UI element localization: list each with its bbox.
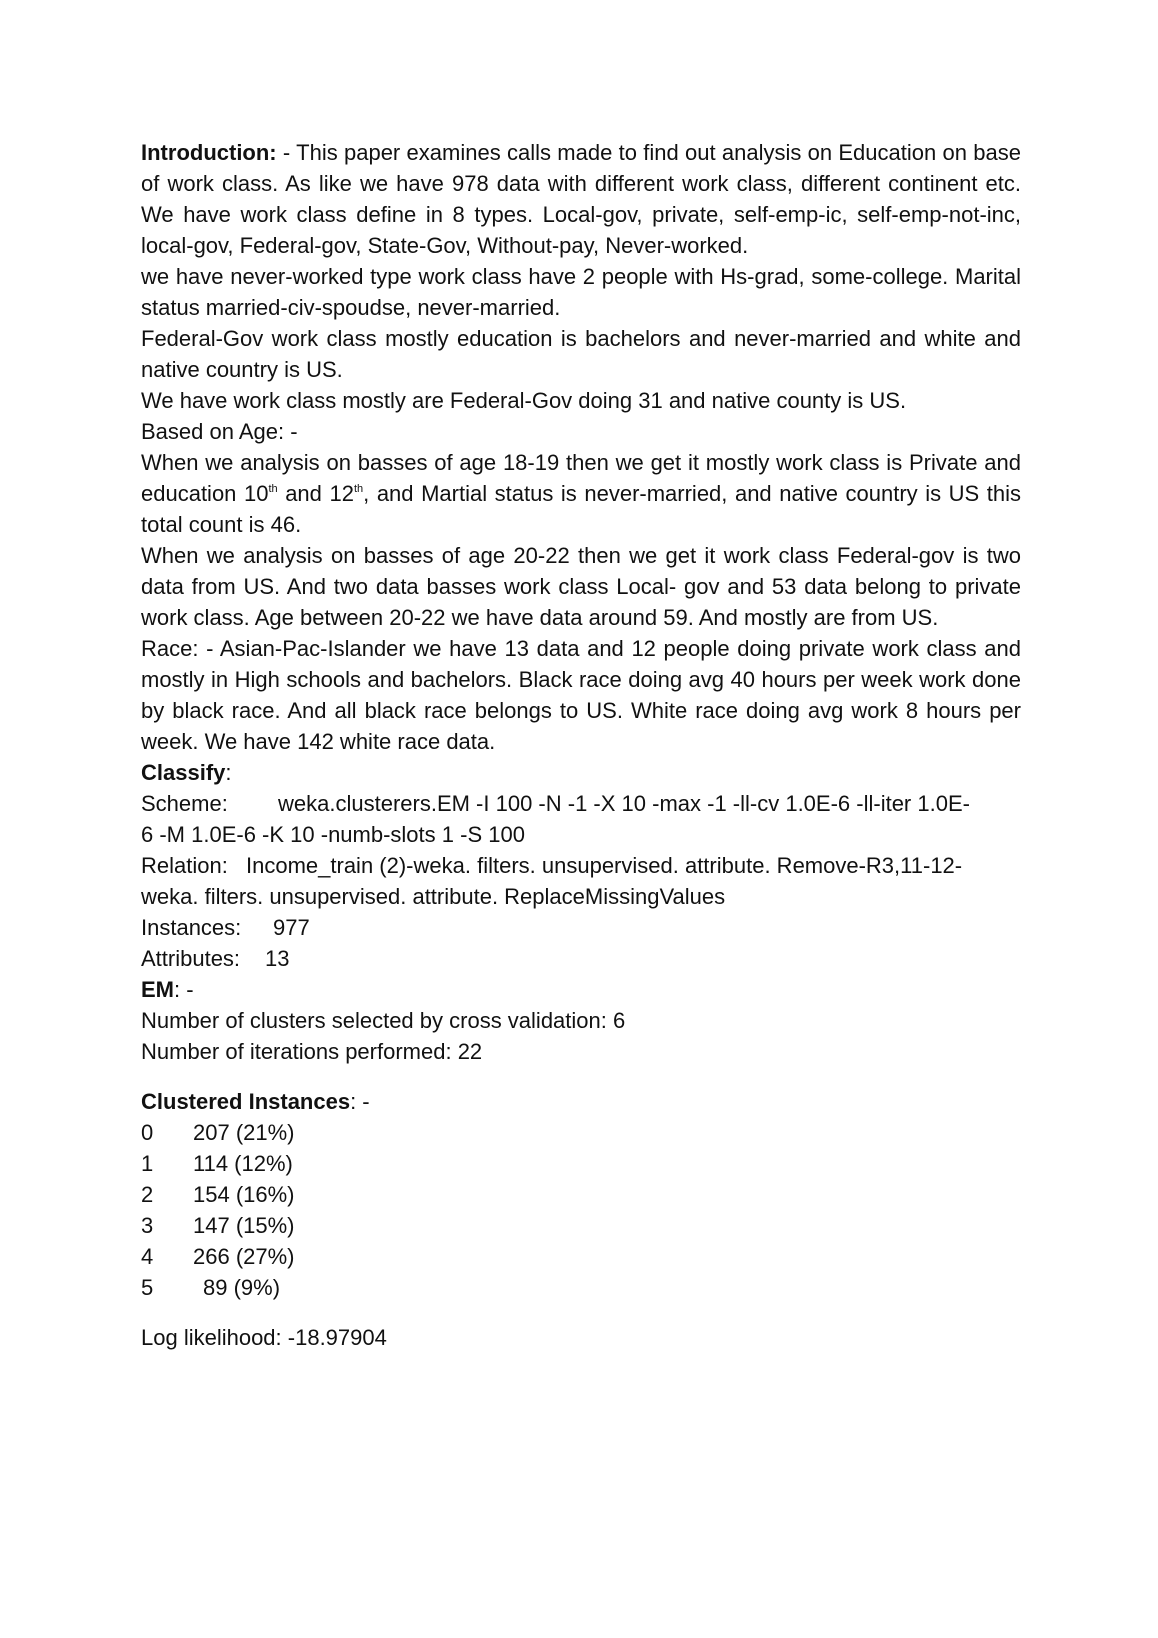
age-20-22-paragraph: When we analysis on basses of age 20-22 then we get it work class Federal-gov is two data from US. And two data basses work class Local- gov and 53 data belong to private work class. Age between 20-22 we have data around 59. And mostly are from US. (141, 543, 1021, 630)
instances-line (141, 912, 1021, 943)
iterations-line: Number of iterations performed: 22 (141, 1039, 483, 1064)
race-paragraph: Race: - Asian-Pac-Islander we have 13 data and 12 people doing private work class and mostly in High schools and bachelors. Black race doing avg 40 hours per week work done by black race. And all black race belongs to US. White race doing avg work 8 hours per week. We have 142 white race data. (141, 636, 1021, 754)
relation-value-1: Income_train (2)-weka. filters. unsupervised. attribute. Remove-R3,11-12- (246, 853, 963, 878)
never-worked-paragraph: we have never-worked type work class have 2 people with Hs-grad, some-college. Marital status married-civ-spoudse, never-married. (141, 264, 1021, 320)
em-label: EM (141, 977, 174, 1002)
attributes-value: 13 (265, 946, 290, 971)
em-heading (141, 974, 1021, 1005)
age-18-19-sup-2: th (353, 483, 364, 495)
age-18-19-paragraph (141, 447, 1021, 540)
document-page (141, 137, 1021, 1353)
cluster-row (141, 1241, 1021, 1272)
clustered-label: Clustered Instances (141, 1089, 351, 1114)
spacer (141, 1303, 1021, 1322)
clustered-suffix: : - (350, 1089, 370, 1114)
federal-gov-paragraph: Federal-Gov work class mostly education is bachelors and never-married and white and native country is US. (141, 326, 1021, 382)
relation-line-1 (141, 850, 1021, 881)
classify-suffix: : (225, 760, 232, 785)
clusters-selected-line: Number of clusters selected by cross validation: 6 (141, 1008, 626, 1033)
clustered-instances-heading (141, 1086, 1021, 1117)
cluster-id: 2 (141, 1182, 154, 1207)
attributes-label: Attributes: (141, 946, 241, 971)
age-18-19-text-3: , and Martial status is never-married, and native country is US this total count is 46. (141, 481, 1022, 537)
em-suffix: : - (174, 977, 194, 1002)
cluster-value: 147 (15%) (193, 1213, 295, 1238)
scheme-label: Scheme: (141, 791, 228, 816)
cluster-value: 266 (27%) (193, 1244, 295, 1269)
attributes-line (141, 943, 1021, 974)
cluster-row (141, 1210, 1021, 1241)
based-on-age-heading: Based on Age: - (141, 419, 298, 444)
cluster-value: 207 (21%) (193, 1120, 295, 1145)
classify-heading (141, 757, 1021, 788)
relation-line-2: weka. filters. unsupervised. attribute. ReplaceMissingValues (141, 884, 726, 909)
cluster-row (141, 1272, 1021, 1303)
age-18-19-text-1: When we analysis on basses of age 18-19 then we get it mostly work class is Private and education 10 (141, 450, 1021, 506)
instances-value: 977 (273, 915, 310, 940)
spacer (141, 1067, 1021, 1086)
cluster-id: 0 (141, 1120, 154, 1145)
intro-paragraph (141, 137, 1021, 261)
age-18-19-sup-1: th (268, 483, 278, 495)
cluster-value: 154 (16%) (193, 1182, 295, 1207)
cluster-id: 5 (141, 1275, 154, 1300)
cluster-value: 114 (12%) (193, 1151, 293, 1176)
cluster-id: 4 (141, 1244, 154, 1269)
relation-label: Relation: (141, 853, 228, 878)
mostly-federal-paragraph: We have work class mostly are Federal-Gov doing 31 and native county is US. (141, 388, 907, 413)
cluster-id: 3 (141, 1213, 154, 1238)
cluster-row (141, 1117, 1021, 1148)
cluster-id: 1 (141, 1151, 154, 1176)
scheme-line-2: 6 -M 1.0E-6 -K 10 -numb-slots 1 -S 100 (141, 822, 525, 847)
classify-label: Classify (141, 760, 226, 785)
scheme-value-1: weka.clusterers.EM -I 100 -N -1 -X 10 -max -1 -ll-cv 1.0E-6 -ll-iter 1.0E- (278, 791, 970, 816)
scheme-line-1 (141, 788, 1021, 819)
age-18-19-text-2: and 12 (277, 481, 354, 506)
cluster-value: 89 (9%) (203, 1275, 281, 1300)
intro-text: - This paper examines calls made to find out analysis on Education on base of work class. As like we have 978 data with different work class, different continent etc. We have work class define in 8 types. Local-gov, private, self-emp-ic, self-emp-not-inc, local-gov, Federal-gov, State-Gov, Without-pay, Never-worked. (141, 140, 1021, 258)
cluster-row (141, 1148, 1021, 1179)
cluster-row (141, 1179, 1021, 1210)
instances-label: Instances: (141, 915, 242, 940)
log-likelihood-line: Log likelihood: -18.97904 (141, 1325, 387, 1350)
intro-label: Introduction: (141, 140, 277, 165)
